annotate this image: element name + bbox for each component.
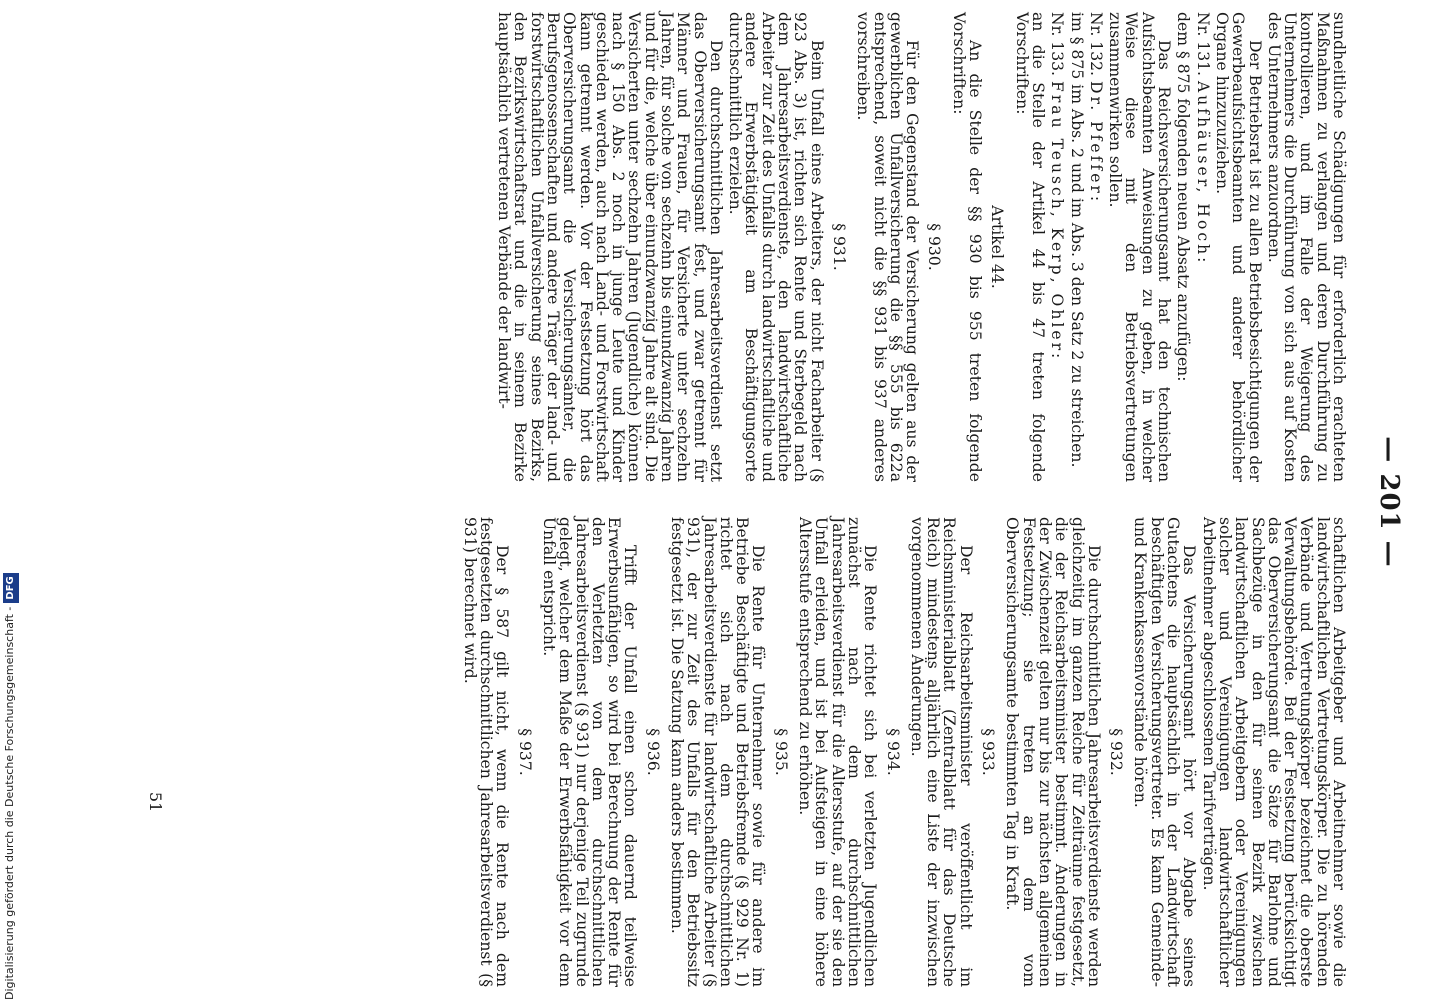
- motion-names: Aufhäuser, Hoch:: [1193, 81, 1212, 266]
- rotated-page-content: [125, 12, 1415, 992]
- section-text: Trifft der Unfall einen schon dauernd teilweise Erwerbsunfähigen, so wird bei Berechnung der Rente für den Verletzten von dem durchschnittlichen Jahresarbeitsverdienst (§ 931) nur derjenige Teil zugrunde gelegt, welcher dem Maße der Erwerbsfähigkeit vor dem Unfall entspricht.: [539, 517, 640, 987]
- section-title: § 932.: [1107, 728, 1126, 776]
- section-text: Den durchschnittlichen Jahresarbeitsverdienst setzt das Oberversicherungsamt fest, und zwar getrennt für Männer und Frauen, für Versicherte unter sechzehn Jahren, für solche von sechzehn bis einundzwanzig Jahren und für die, welche über einundzwanzig Jahre alt sind. Die Versicherten unter sechzehn Jahren (Jugendliche) können nach § 150 Abs. 2 noch in junge Leute und Kinder geschieden werden, auch nach Land- und Forstwirtschaft kann getrennt werden. Vor der Festsetzung hört das Oberversicherungsamt die Versicherungsämter, die Berufsgenossenschaften und andere Träger der land- und forstwirtschaftlichen Unfallversicherung seines Bezirks, den Bezirkswirtschaftsrat und die in seinem Bezirke hauptsächlich vertretenen Verbände der landwirt-: [495, 12, 725, 482]
- paragraph: Der Betriebsrat ist zu allen Betriebsbesichtigungen der Gewerbeaufsichtsbeamten und anderer behördlicher Organe hinzuzuziehen.: [1212, 12, 1264, 482]
- dfg-logo: DFG: [3, 573, 19, 602]
- motion-132: [1088, 12, 1104, 482]
- motion-text: dem § 875 folgenden neuen Absatz anzufügen:: [1174, 12, 1193, 382]
- motion-131: [1194, 12, 1210, 482]
- digitization-footer: [2, 0, 22, 1000]
- section-title: § 937.: [515, 728, 534, 776]
- section-title: § 935.: [771, 728, 790, 776]
- motion-quote: Das Reichsversicherungsamt hat den technischen Aufsichtsbeamten Anweisungen zu geben, in welcher Weise diese mit den Betriebsvertretungen zusammenwirken sollen.: [1106, 12, 1174, 482]
- footer-text: Digitalisierung gefördert durch die Deutsche Forschungsgemeinschaft -: [3, 606, 16, 1000]
- section-text: Der § 587 gilt nicht, wenn die Rente nach dem festgesetzten durchschnittlichen Jahresarbeitsverdienst (§ 931) berechnet wird.: [460, 517, 512, 987]
- section-text: Der Reichsarbeitsminister veröffentlicht im Reichsministerialblatt (Zentralblatt für das Deutsche Reich) mindestens alljährlich eine Liste der inzwischen vorgenommenen Änderungen.: [907, 517, 975, 987]
- motion-names: Frau Teusch, Kerp, Ohler:: [1048, 81, 1067, 362]
- section-title: § 930.: [925, 223, 944, 271]
- paragraph: Das Versicherungsamt hört vor Abgabe seines Gutachtens die hauptsächlich in der Landwirtschaft beschäftigten Versicherungsvertreter. Es kann Gemeinde- und Krankenkassenvorstände hören.: [1131, 517, 1199, 987]
- section-text: Beim Unfall eines Arbeiters, der nicht Facharbeiter (§ 923 Abs. 3) ist, richten sich Rente und Sterbegeld nach dem Jahresarbeitsverdienste, den landwirtschaftliche Arbeiter zur Zeit des Unfalls durch landwirtschaftliche und andere Erwerbstätigkeit am Beschäftigungsorte durchschnittlich erzielen.: [726, 12, 826, 482]
- paragraph: schaftlichen Arbeitgeber und Arbeitnehmer sowie die landwirtschaftlichen Vertretungskörper. Die zu hörenden Verbände und Vertretungskörper bezeichnet die oberste Verwaltungsbehörde. Bei der Festsetzung berücksichtigt das Oberversicherungsamt die Sätze für Barlohne und Sachbezüge in den für seinen Bezirk zwischen landwirtschaftlichen Arbeitgebern oder Vereinigungen solcher und Vereinigungen landwirtschaftlicher Arbeitnehmer abgeschlossenen Tarifverträgen.: [1199, 517, 1348, 987]
- motion-133: [1049, 12, 1065, 482]
- section-text: Für den Gegenstand der Versicherung gelten aus der gewerblichen Unfallversicherung die §§ 555 bis 622a entsprechend, soweit nicht die §§ 931 bis 937 anderes vorschreiben.: [854, 12, 922, 482]
- right-column: [458, 517, 1347, 987]
- left-column: [493, 12, 1347, 482]
- motion-number: Nr. 131.: [1193, 12, 1212, 77]
- paragraph: sundheitliche Schädigungen für erforderlich erachteten Maßnahmen zu verlangen und deren Durchführung zu kontrollieren, und im Falle der Weigerung des Unternehmers die Durchführung von sich aus auf Kosten des Unternehmers anzuordnen.: [1264, 12, 1348, 482]
- motion-names: Dr. Pfeffer:: [1086, 81, 1105, 205]
- motion-number: Nr. 133.: [1048, 12, 1067, 77]
- section-text: Die durchschnittlichen Jahresarbeitsverdienste werden gleichzeitig im ganzen Reiche für Zeiträume festgesetzt, die der Reichsarbeitsminister bestimmt. Änderungen in der Zwischenzeit gelten nur bis zur nächsten allgemeinen Festsetzung; sie treten an dem vom Oberversicherungsamte bestimmten Tag in Kraft.: [1003, 517, 1103, 987]
- motion-text: an die Stelle der Artikel 44 bis 47 treten folgende Vorschriften:: [1012, 12, 1047, 482]
- article-title: Artikel 44.: [988, 205, 1007, 289]
- page-number-header: — 201 —: [1374, 436, 1404, 568]
- article-text: An die Stelle der §§ 930 bis 955 treten folgende Vorschriften:: [949, 12, 985, 482]
- section-text: Die Rente für Unternehmer sowie für andere im Betriebe Beschäftigte und Betriebsfremde (§ 929 Nr. 1) richtet sich nach dem durchschnittlichen Jahresarbeitsverdienste für landwirtschaftliche Arbeiter (§ 931), der zur Zeit des Unfalls für den Betriebssitz festgesetzt ist. Die Satzung kann anders bestimmen.: [668, 517, 768, 987]
- section-title: § 936.: [643, 728, 662, 776]
- motion-number: Nr. 132.: [1086, 12, 1105, 77]
- motion-text: im § 875 im Abs. 2 und im Abs. 3 den Satz 2 zu streichen.: [1067, 12, 1086, 468]
- section-title: § 931.: [829, 223, 848, 271]
- section-title: § 933.: [979, 728, 998, 776]
- section-title: § 934.: [883, 728, 902, 776]
- signature-mark: 51: [146, 791, 165, 813]
- section-text: Die Rente richtet sich bei verletzten Jugendlichen zunächst nach dem durchschnittlichen Jahresarbeitsverdienst für die Altersstufe, auf der sie den Unfall erleiden, und ist bei Aufsteigen in eine höhere Altersstufe entsprechend zu erhöhen.: [796, 517, 880, 987]
